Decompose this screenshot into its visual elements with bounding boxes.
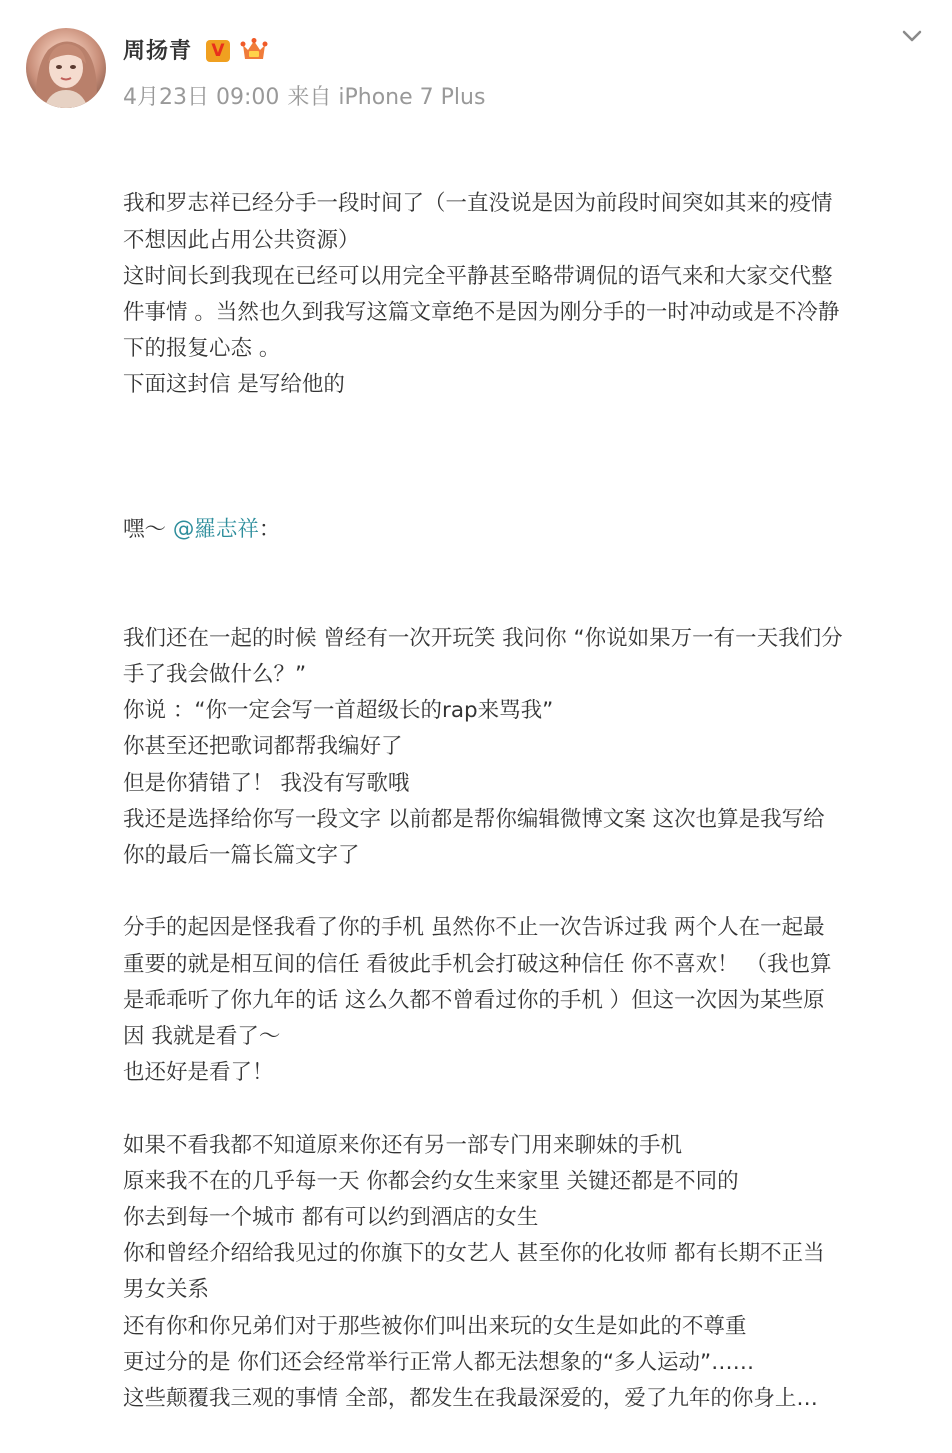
post-text-line <box>123 1091 923 1127</box>
post-body <box>123 114 923 1453</box>
post-text-letter <box>123 621 923 1417</box>
post-text-line: 更过分的是 你们还会经常举行正常人都无法想象的“多人运动”…… <box>123 1349 755 1375</box>
post-text-line: 件事情 。当然也久到我写这篇文章绝不是因为刚分手的一时冲动或是不冷静 <box>123 300 840 326</box>
post-text-line: 因 我就是看了～ <box>123 1024 281 1050</box>
post-text-line: 你的最后一篇长篇文字了 <box>123 843 360 869</box>
post-text-line: 下的报复心态 。 <box>123 336 281 362</box>
post-text-line: 我和罗志祥已经分手一段时间了（一直没说是因为前段时间突如其来的疫情 <box>123 191 833 217</box>
weibo-verified-v-icon: V <box>206 40 230 62</box>
post-time: 4月23日 09:00 <box>123 85 280 110</box>
post-text-line: 但是你猜错了！ 我没有写歌哦 <box>123 770 410 796</box>
post-text-line: 我还是选择给你写一段文字 以前都是帮你编辑微博文案 这次也算是我写给 <box>123 806 825 832</box>
post-text-line: 也还好是看了！ <box>123 1060 274 1086</box>
post-text-line: 还有你和你兄弟们对于那些被你们叫出来玩的女生是如此的不尊重 <box>123 1313 747 1339</box>
post-text-line: 分手的起因是怪我看了你的手机 虽然你不止一次告诉过我 两个人在一起最 <box>123 915 825 941</box>
avatar-photo <box>26 28 106 108</box>
chevron-down-icon[interactable] <box>900 28 924 44</box>
mention-colon: ： <box>258 517 281 543</box>
weibo-vip-crown-icon[interactable] <box>240 37 268 63</box>
author-name[interactable]: 周扬青 <box>123 39 193 64</box>
post-text-line: 重要的就是相互间的信任 看彼此手机会打破这种信任 你不喜欢！ （我也算 <box>123 951 832 977</box>
post-text-line: 我们还在一起的时候 曾经有一次开玩笑 我问你 “你说如果万一有一天我们分 <box>123 625 843 651</box>
post-text-line: 如果不看我都不知道原来你还有另一部专门用来聊妹的手机 <box>123 1132 683 1158</box>
post-text-line: 下面这封信 是写给他的 <box>123 372 345 398</box>
post-text-intro <box>123 186 923 439</box>
post-meta <box>123 80 485 111</box>
greeting-text: 嘿～ <box>123 517 173 543</box>
post-text-line: 你说 ：“你一定会写一首超级长的rap来骂我” <box>123 698 554 724</box>
post-source: 来自 iPhone 7 Plus <box>287 85 486 110</box>
post-text-line: 不想因此占用公共资源） <box>123 227 360 253</box>
post-text-line: 手了我会做什么？” <box>123 662 307 688</box>
mention-line <box>123 512 923 548</box>
post-text-line: 原来我不在的几乎每一天 你都会约女生来家里 关键还都是不同的 <box>123 1168 739 1194</box>
post-text-line: 是乖乖听了你九年的话 这么久都不曾看过你的手机 ）但这一次因为某些原 <box>123 987 825 1013</box>
mention-link[interactable]: @羅志祥 <box>172 517 259 543</box>
post-text-line: 这些颠覆我三观的事情 全部，都发生在我最深爱的，爱了九年的你身上… <box>123 1386 818 1412</box>
post-text-line <box>123 404 923 440</box>
post-text-line <box>123 874 923 910</box>
post-text-line: 这时间长到我现在已经可以用完全平静甚至略带调侃的语气来和大家交代整 <box>123 263 833 289</box>
post-text-line: 男女关系 <box>123 1277 210 1303</box>
post-text-line: 你甚至还把歌词都帮我编好了 <box>123 734 403 760</box>
post-text-line: 你去到每一个城市 都有可以约到酒店的女生 <box>123 1205 539 1231</box>
post-text-line: 你和曾经介绍给我见过的你旗下的女艺人 甚至你的化妆师 都有长期不正当 <box>123 1241 825 1267</box>
avatar[interactable] <box>26 28 106 108</box>
